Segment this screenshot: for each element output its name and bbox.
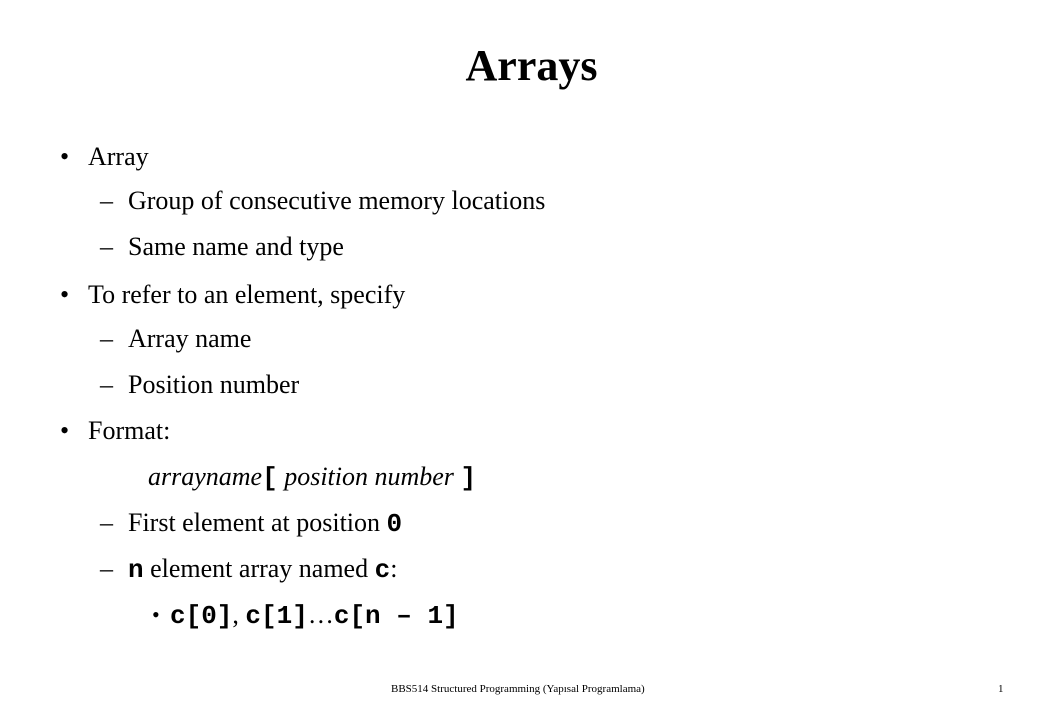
bullet-array: Array — [88, 142, 149, 171]
bullet-dot: • — [152, 602, 160, 627]
dash: – — [100, 508, 113, 537]
format-position-number: position number — [284, 462, 454, 491]
bullet-format: Format: — [88, 416, 171, 445]
dash: – — [100, 370, 113, 399]
sub-element-list — [170, 598, 459, 633]
first-element-zero: 0 — [386, 509, 403, 539]
colon: : — [390, 554, 398, 583]
dash: – — [100, 554, 113, 583]
sub-array-name: Array name — [128, 324, 252, 353]
bullet-refer-element: To refer to an element, specify — [88, 280, 406, 309]
format-syntax — [148, 460, 476, 495]
n-element-text: element array named — [143, 554, 375, 583]
dash: – — [100, 232, 113, 261]
sub-same-name-type: Same name and type — [128, 232, 344, 261]
bullet-dot: • — [60, 280, 70, 309]
dash: – — [100, 186, 113, 215]
separator: , — [232, 600, 246, 629]
sub-n-element-array — [128, 552, 397, 587]
format-arrayname: arrayname — [148, 462, 263, 491]
first-element-text: First element at position — [128, 508, 387, 537]
code-n: n — [128, 555, 144, 585]
format-close-bracket: ] — [460, 463, 477, 493]
code-c0: c[0] — [170, 601, 233, 631]
format-open-bracket: [ — [262, 463, 278, 493]
ellipsis: … — [307, 600, 334, 629]
sub-first-element — [128, 506, 402, 541]
sub-position-number: Position number — [128, 370, 300, 399]
code-cn: c[n – 1] — [333, 601, 459, 631]
bullet-dot: • — [60, 142, 70, 171]
code-c1: c[1] — [245, 601, 308, 631]
page-number: 1 — [998, 683, 1004, 695]
dash: – — [100, 324, 113, 353]
code-c: c — [374, 555, 391, 585]
footer-course: BBS514 Structured Programming (Yapısal Programlama) — [391, 683, 645, 695]
bullet-dot: • — [60, 416, 70, 445]
slide-title: Arrays — [465, 41, 598, 90]
sub-consecutive-memory: Group of consecutive memory locations — [128, 186, 546, 215]
